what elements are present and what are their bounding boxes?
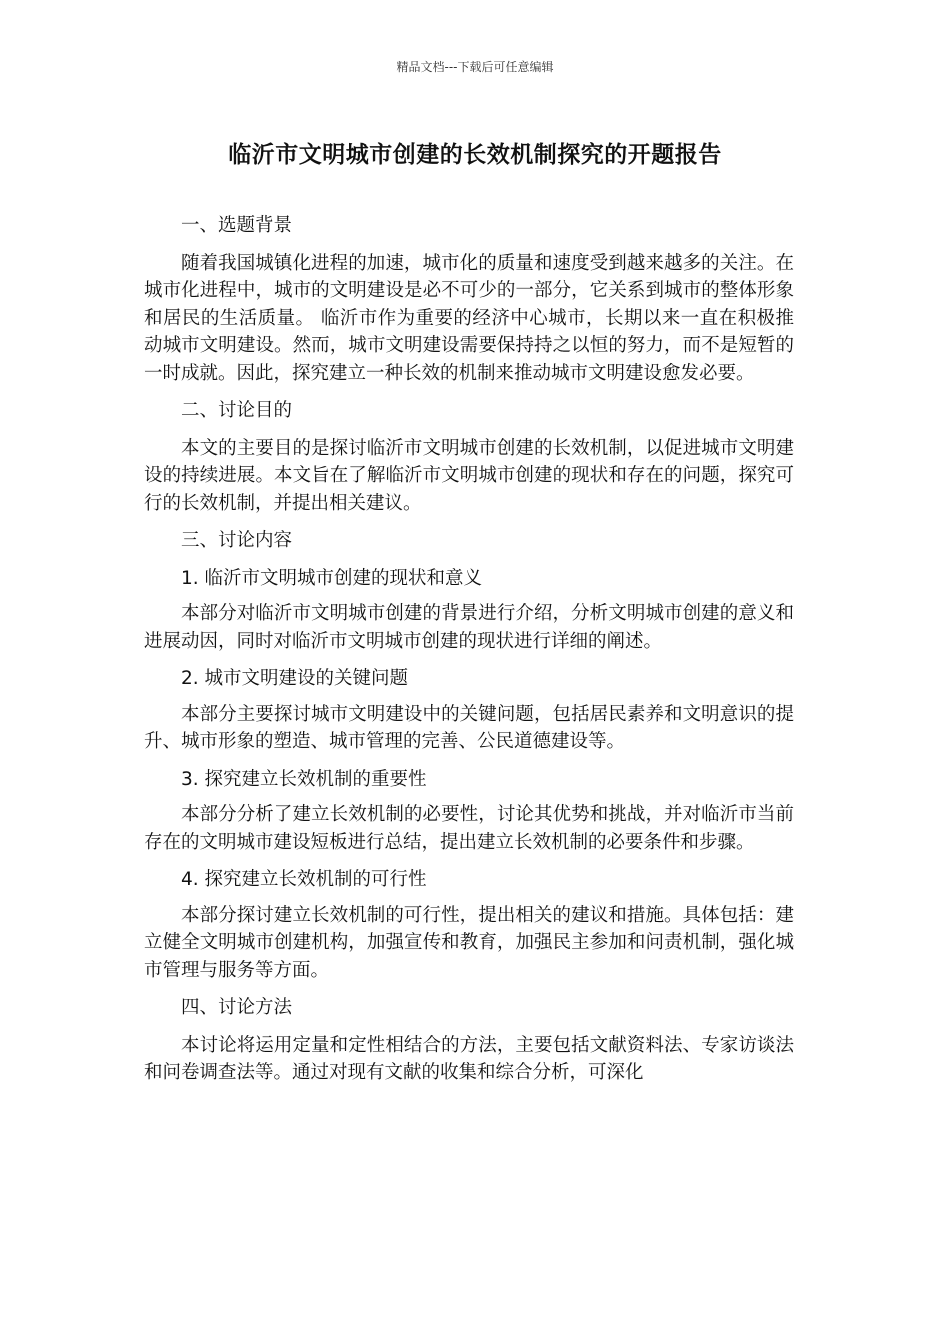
subheading-key-issues: 2. 城市文明建设的关键问题 bbox=[181, 668, 409, 689]
section-heading-method: 四、讨论方法 bbox=[181, 997, 293, 1018]
paragraph-background: 随着我国城镇化进程的加速，城市化的质量和速度受到越来越多的关注。在城市化进程中，城市的文明建设是必不可少的一部分，它关系到城市的整体形象和居民的生活质量。 临沂市作为重要的经济中心城市，长期以来一直在积极推动城市文明建设。然而，城市文明建设需要保持持之以恒的努力，而不是短暂的一时成就。因此，探究建立一种长效的机制来推动城市文明建设愈发必要。 bbox=[144, 252, 794, 384]
section-heading-background: 一、选题背景 bbox=[181, 215, 293, 236]
header-note: 精品文档---下载后可任意编辑 bbox=[396, 60, 554, 74]
section-heading-purpose: 二、讨论目的 bbox=[181, 400, 293, 421]
subheading-importance: 3. 探究建立长效机制的重要性 bbox=[181, 768, 427, 790]
paragraph-method: 本讨论将运用定量和定性相结合的方法，主要包括文献资料法、专家访谈法和问卷调查法等。通过对现有文献的收集和综合分析，可深化 bbox=[144, 1034, 794, 1083]
subheading-status: 1. 临沂市文明城市创建的现状和意义 bbox=[181, 567, 483, 589]
section-heading-content: 三、讨论内容 bbox=[181, 530, 293, 551]
paragraph-purpose: 本文的主要目的是探讨临沂市文明城市创建的长效机制，以促进城市文明建设的持续进展。本文旨在了解临沂市文明城市创建的现状和存在的问题，探究可行的长效机制，并提出相关建议。 bbox=[144, 437, 794, 514]
paragraph-status: 本部分对临沂市文明城市创建的背景进行介绍，分析文明城市创建的意义和进展动因，同时对临沂市文明城市创建的现状进行详细的阐述。 bbox=[144, 603, 794, 652]
paragraph-feasibility: 本部分探讨建立长效机制的可行性，提出相关的建议和措施。具体包括：建立健全文明城市创建机构，加强宣传和教育，加强民主参加和问责机制，强化城市管理与服务等方面。 bbox=[144, 904, 794, 981]
document-title: 临沂市文明城市创建的长效机制探究的开题报告 bbox=[228, 142, 722, 168]
document-body bbox=[144, 212, 794, 1097]
subheading-feasibility: 4. 探究建立长效机制的可行性 bbox=[181, 869, 427, 890]
paragraph-importance: 本部分分析了建立长效机制的必要性，讨论其优势和挑战，并对临沂市当前存在的文明城市建设短板进行总结，提出建立长效机制的必要条件和步骤。 bbox=[144, 804, 794, 853]
paragraph-key-issues: 本部分主要探讨城市文明建设中的关键问题，包括居民素养和文明意识的提升、城市形象的塑造、城市管理的完善、公民道德建设等。 bbox=[144, 703, 794, 752]
